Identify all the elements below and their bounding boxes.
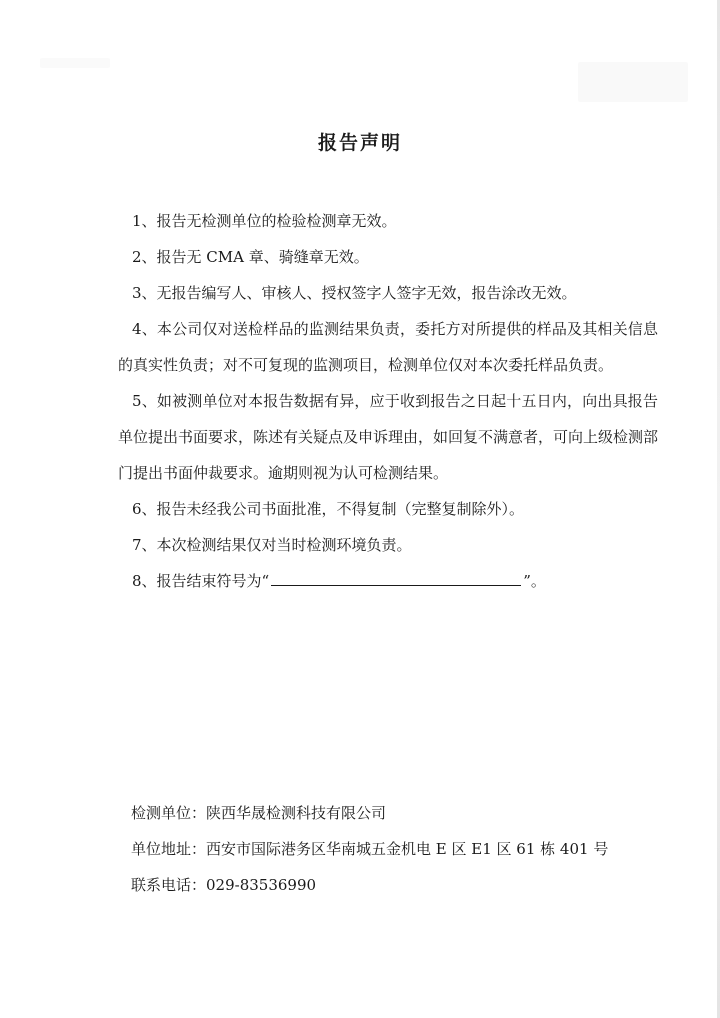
report-statement-title: 报告声明 [317, 132, 402, 154]
clause-5: 5、如被测单位对本报告数据有异，应于收到报告之日起十五日内，向出具报告单位提出书面要求，陈述有关疑点及申诉理由，如回复不满意者，可向上级检测部门提出书面仲裁要求。逾期则视为认可检测结果。 [118, 392, 659, 482]
unit-address-value: 西安市国际港务区华南城五金机电 E 区 E1 区 61 栋 401 号 [206, 840, 609, 858]
clause-2: 2、报告无 CMA 章、骑缝章无效。 [132, 248, 369, 266]
clause-4: 4、本公司仅对送检样品的监测结果负责，委托方对所提供的样品及其相关信息的真实性负责；对不可复现的监测项目，检测单位仅对本次委托样品负责。 [118, 320, 658, 374]
end-symbol-line [271, 571, 521, 586]
scan-artifact [40, 58, 110, 68]
unit-address-line [131, 831, 608, 867]
scan-artifact [578, 62, 688, 102]
clause-3: 3、无报告编写人、审核人、授权签字人签字无效，报告涂改无效。 [132, 284, 577, 302]
contact-phone-label: 联系电话： [131, 876, 207, 894]
end-symbol-suffix: ”。 [523, 572, 546, 590]
contact-block [131, 795, 608, 903]
statement-clauses [118, 203, 658, 599]
contact-phone-line [131, 867, 608, 903]
clause-1: 1、报告无检测单位的检验检测章无效。 [132, 212, 397, 230]
testing-unit-value: 陕西华晟检测科技有限公司 [206, 804, 387, 822]
end-symbol-prefix: 8、报告结束符号为“ [132, 572, 270, 590]
testing-unit-label: 检测单位： [131, 804, 207, 822]
clause-8 [118, 563, 658, 599]
unit-address-label: 单位地址： [131, 840, 207, 858]
contact-phone-value: 029-83536990 [206, 876, 317, 894]
clause-7: 7、本次检测结果仅对当时检测环境负责。 [132, 536, 412, 554]
clause-6: 6、报告未经我公司书面批准，不得复制（完整复制除外）。 [132, 500, 525, 518]
testing-unit-line [131, 795, 608, 831]
